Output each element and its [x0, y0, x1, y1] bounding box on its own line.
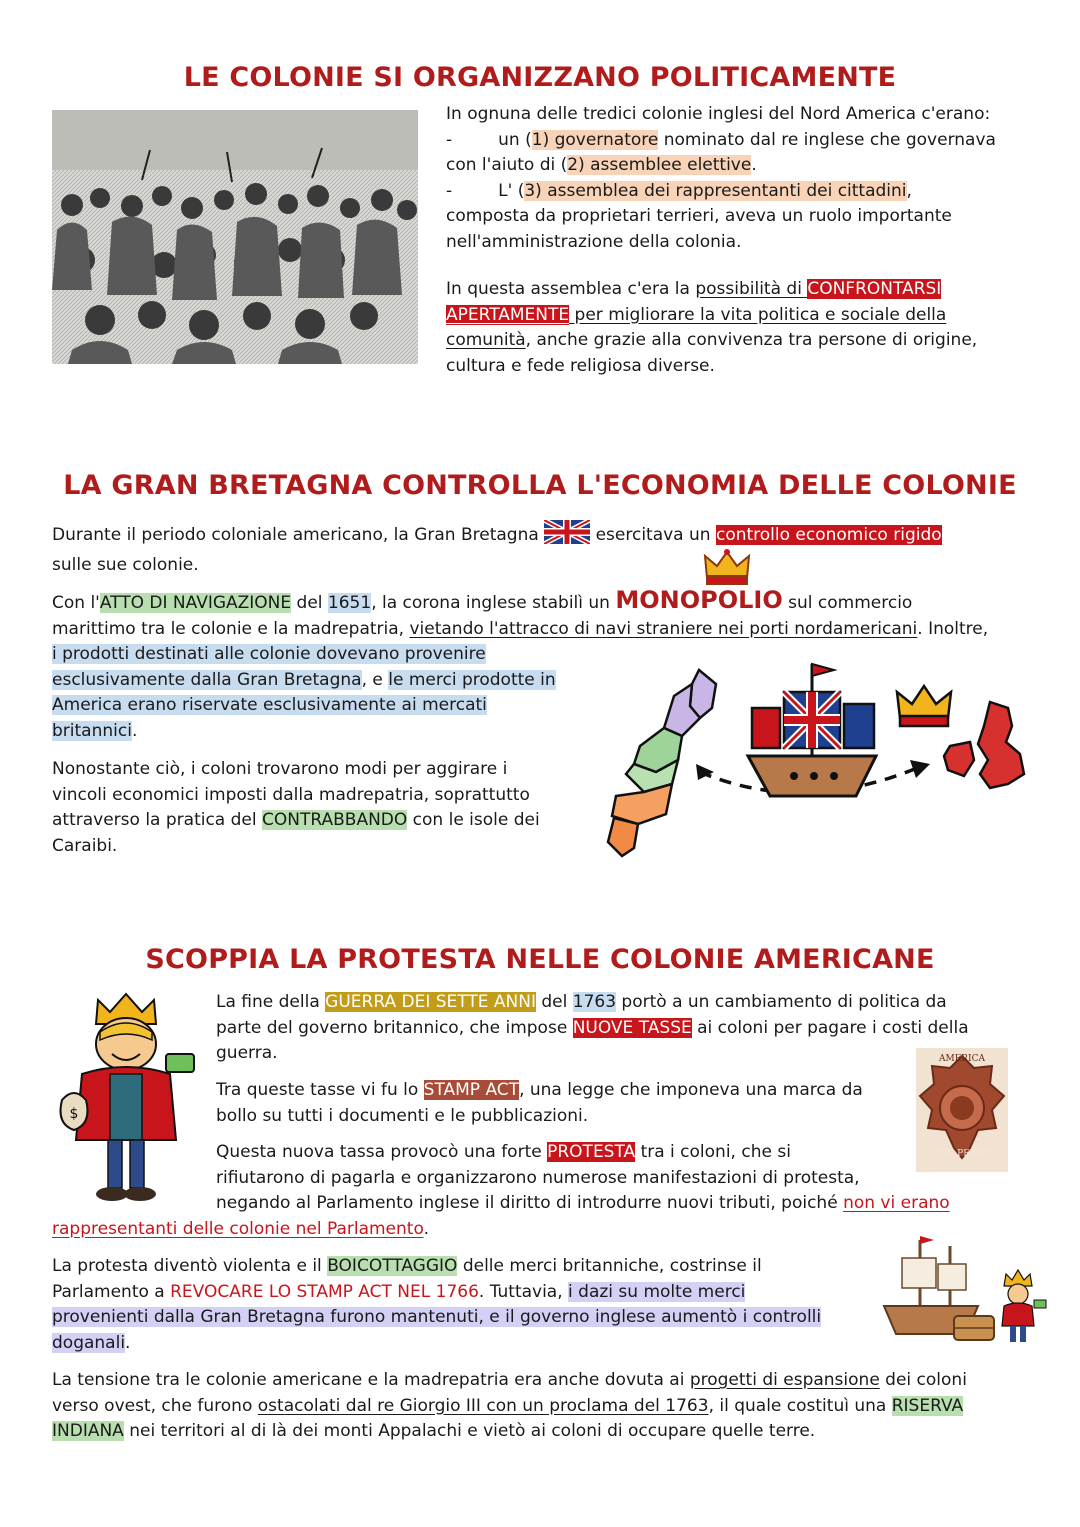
text-line: Nonostante ciò, i coloni trovarono modi per aggirare i	[52, 759, 508, 779]
para2-line2: APERTAMENTE per migliorare la vita politica e sociale della	[446, 304, 947, 325]
section2-para1	[52, 520, 1042, 578]
highlight-assemblee: ) assemblee elettive	[578, 155, 752, 175]
text-line: Tra queste tasse vi fu lo STAMP ACT, una legge che imponeva una marca da	[216, 1080, 863, 1100]
text-line: verso ovest, che furono ostacolati dal re Giorgio III con un proclama del 1763, il quale costituì una RISERVA	[52, 1395, 964, 1416]
monopolio-word: MONOPOLIO	[615, 586, 783, 614]
para2-line4: cultura e fede religiosa diverse.	[446, 355, 715, 376]
text-line: nell'amministrazione della colonia.	[446, 231, 742, 252]
highlight-protesta: PROTESTA	[547, 1142, 636, 1162]
text-line: esclusivamente dalla Gran Bretagna, e le merci prodotte in	[52, 669, 556, 690]
highlight-boicottaggio: BOICOTTAGGIO	[327, 1256, 458, 1276]
text-line: i prodotti destinati alle colonie dovevano provenire	[52, 644, 486, 664]
highlight-guerra-sette-anni: GUERRA DEI SETTE ANNI	[325, 992, 536, 1012]
highlight-stamp-act: STAMP ACT	[423, 1080, 520, 1100]
text-line: doganali.	[52, 1332, 131, 1353]
text-line: rappresentanti delle colonie nel Parlamento.	[52, 1218, 429, 1239]
crown-icon	[702, 548, 752, 586]
section-title-colonies-politics: LE COLONIE SI ORGANIZZANO POLITICAMENTE	[183, 62, 897, 93]
section-title-protest: SCOPPIA LA PROTESTA NELLE COLONIE AMERICANE	[145, 944, 935, 975]
stamp-bottom-text: ONE PENNY	[932, 1149, 992, 1159]
highlight-atto-navigazione: ATTO DI NAVIGAZIONE	[99, 593, 292, 613]
text-line: INDIANA nei territori al di là dei monti Appalachi e vietò ai coloni di occupare quelle terre.	[52, 1421, 816, 1441]
para2-line1: In questa assemblea c'era la possibilità di CONFRONTARSI	[446, 279, 942, 299]
text-line: sulle sue colonie.	[52, 554, 199, 575]
highlight-governatore: ) governatore	[542, 129, 659, 150]
union-jack-flag-icon	[544, 520, 590, 553]
text-line: La fine della GUERRA DEI SETTE ANNI del 1763 portò a un cambiamento di politica da	[216, 992, 947, 1012]
trade-route-map-illustration	[604, 656, 1030, 860]
section1-text	[446, 102, 1046, 379]
highlight-contrabbando: CONTRABBANDO	[262, 810, 408, 830]
text-line: composta da proprietari terrieri, aveva un ruolo importante	[446, 206, 952, 226]
text-line: bollo su tutti i documenti e le pubblicazioni.	[216, 1105, 589, 1126]
text-line: parte del governo britannico, che impose NUOVE TASSE ai coloni per pagare i costi della	[216, 1017, 969, 1038]
para2-line3: comunità, anche grazie alla convivenza tra persone di origine,	[446, 330, 978, 350]
text-line: America erano riservate esclusivamente ai mercati	[52, 695, 487, 715]
section3-para-c	[52, 1140, 1042, 1242]
intro-line: In ognuna delle tredici colonie inglesi del Nord America c'erano:	[446, 104, 991, 124]
text-line: britannici.	[52, 720, 138, 741]
text-line: attraverso la pratica del CONTRABBANDO con le isole dei	[52, 810, 540, 830]
section3-para-e	[52, 1368, 1042, 1445]
highlight-confrontarsi: CONFRONTARSI	[807, 279, 942, 299]
stamp-top-text: AMERICA	[938, 1054, 986, 1064]
highlight-nuove-tasse: NUOVE TASSE	[572, 1017, 692, 1038]
assembly-line: - L' (3) assemblea dei rappresentanti dei cittadini,	[446, 180, 912, 201]
text-line: guerra.	[216, 1043, 278, 1063]
section3-para-d	[52, 1254, 872, 1356]
assemblies-line: con l'aiuto di (2) assemblee elettive.	[446, 155, 757, 175]
highlight-apertamente: APERTAMENTE	[446, 304, 570, 325]
svg-text:$: $	[69, 1106, 79, 1122]
section3-para-b	[216, 1078, 906, 1129]
text-line: Con l'ATTO DI NAVIGAZIONE del 1651, la corona inglese stabilì un MONOPOLIO sul commercio	[52, 586, 913, 614]
text-line: La tensione tra le colonie americane e la madrepatria era anche dovuta ai progetti di espansione dei coloni	[52, 1370, 967, 1390]
text-line: Questa nuova tassa provocò una forte PROTESTA tra i coloni, che si	[216, 1142, 791, 1162]
assembly-engraving-illustration	[52, 110, 418, 364]
ship-cargo-illustration	[880, 1230, 1050, 1348]
section-title-economy: LA GRAN BRETAGNA CONTROLLA L'ECONOMIA DELLE COLONIE	[63, 470, 1017, 501]
text-line: La protesta diventò violenta e il BOICOTTAGGIO delle merci britanniche, costrinse il	[52, 1256, 762, 1276]
text-line: marittimo tra le colonie e la madrepatria, vietando l'attracco di navi straniere nei porti nordamericani. Inoltre,	[52, 618, 989, 639]
text-line: rifiutarono di pagarla e organizzarono numerose manifestazioni di protesta,	[216, 1167, 860, 1188]
highlight-controllo-economico: controllo economico rigido	[715, 525, 942, 545]
text-line: negando al Parlamento inglese il diritto di introdurre nuovi tributi, poiché non vi erano	[216, 1193, 950, 1213]
governor-line: - un (1) governatore nominato dal re inglese che governava	[446, 129, 996, 150]
text-line: Parlamento a REVOCARE LO STAMP ACT NEL 1766. Tuttavia, i dazi su molte merci	[52, 1281, 746, 1302]
text-line: Caraibi.	[52, 835, 118, 856]
highlight-assemblea: ) assemblea dei rappresentanti dei cittadini	[535, 180, 907, 201]
text-line: Durante il periodo coloniale americano, la Gran Bretagna esercitava un controllo economico rigido	[52, 520, 1042, 553]
text-line: provenienti dalla Gran Bretagna furono mantenuti, e il governo inglese aumentò i controlli	[52, 1307, 822, 1327]
text-line: vincoli economici imposti dalla madrepatria, soprattutto	[52, 784, 530, 805]
section2-para3	[52, 757, 612, 859]
